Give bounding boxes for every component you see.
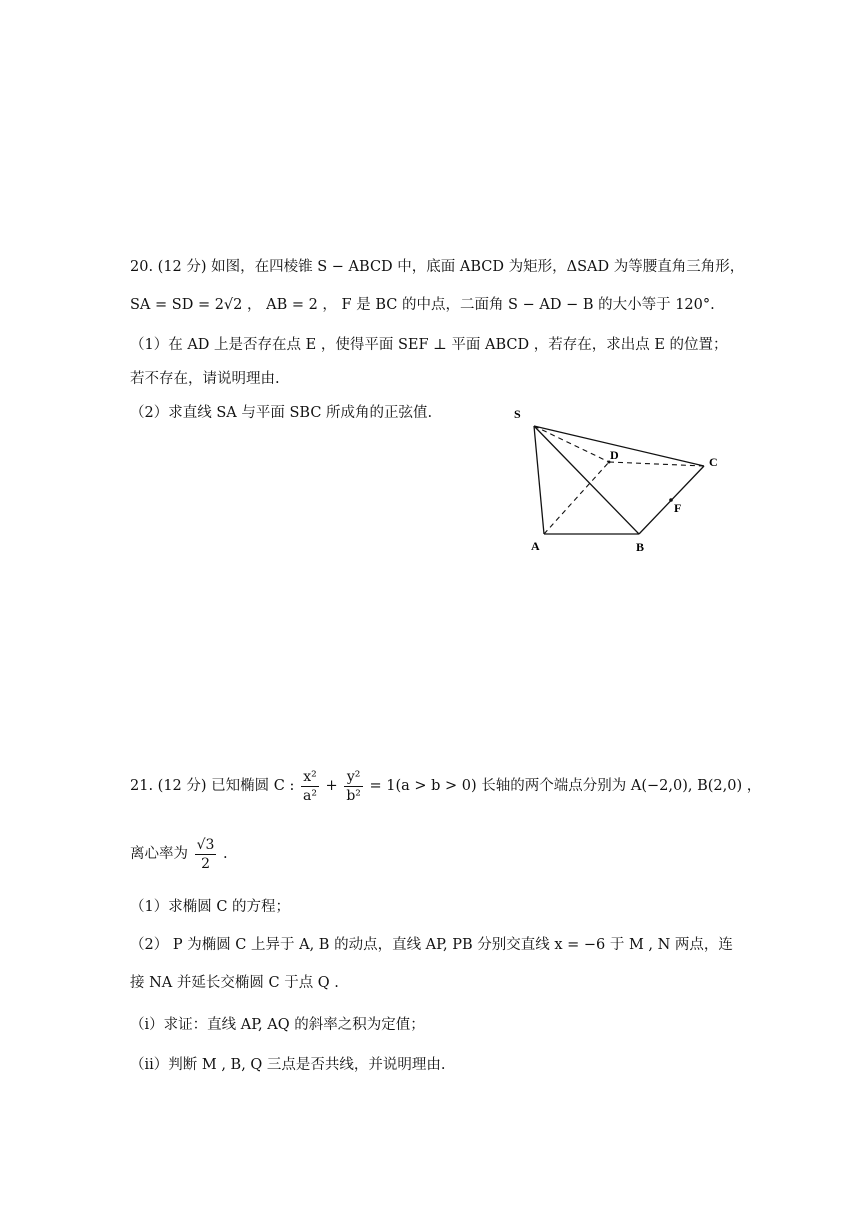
q21-line1-suffix: = 1(a > b > 0) 长轴的两个端点分别为 A(−2,0), B(2,0) ， bbox=[369, 778, 762, 794]
q21-part2-line-1: （2） P 为椭圆 C 上异于 A, B 的动点，直线 AP, PB 分别交直线 x = −6 于 M , N 两点，连 bbox=[130, 937, 733, 953]
pyramid-figure bbox=[508, 400, 738, 560]
q21-line2-suffix: . bbox=[223, 846, 228, 862]
q20-part1-line-1: （1）在 AD 上是否存在点 E ，使得平面 SEF ⊥ 平面 ABCD ，若存在，求出点 E 的位置； bbox=[130, 337, 728, 353]
ecc-denominator: 2 bbox=[201, 855, 210, 872]
q20-part2: （2）求直线 SA 与平面 SBC 所成角的正弦值. bbox=[130, 405, 433, 421]
q21-line-1 bbox=[130, 766, 761, 806]
label-B: B bbox=[636, 540, 645, 554]
fraction-x2-a2 bbox=[301, 768, 319, 805]
label-C: C bbox=[709, 455, 718, 469]
label-S: S bbox=[514, 407, 521, 421]
label-A: A bbox=[531, 539, 540, 553]
q20-line-2: SA = SD = 2√2 ， AB = 2 ， F 是 BC 的中点，二面角 S − AD − B 的大小等于 120°. bbox=[130, 297, 715, 313]
edge-AD bbox=[544, 462, 609, 534]
point-F bbox=[669, 498, 673, 502]
q21-part1: （1）求椭圆 C 的方程； bbox=[130, 899, 291, 915]
q21-line1-prefix: 21. (12 分) 已知椭圆 C : bbox=[130, 778, 295, 794]
label-F: F bbox=[674, 501, 682, 515]
edge-SC bbox=[534, 426, 704, 466]
label-D: D bbox=[610, 448, 619, 462]
ecc-numerator: √3 bbox=[196, 836, 215, 853]
fraction-y2-b2 bbox=[344, 768, 363, 805]
edge-SB bbox=[534, 426, 639, 534]
frac1-numerator: x² bbox=[301, 768, 319, 787]
edge-SA bbox=[534, 426, 544, 534]
edge-SD bbox=[534, 426, 609, 462]
plus-sign: + bbox=[325, 778, 338, 794]
q20-line-1: 20. (12 分) 如图，在四棱锥 S − ABCD 中，底面 ABCD 为矩形，ΔSAD 为等腰直角三角形， bbox=[130, 259, 745, 275]
q20-part1-line-2: 若不存在，请说明理由. bbox=[130, 371, 280, 387]
q21-part2-ii: （ⅱ）判断 M , B, Q 三点是否共线，并说明理由. bbox=[130, 1057, 446, 1073]
q21-part2-line-2: 接 NA 并延长交椭圆 C 于点 Q . bbox=[130, 975, 339, 991]
frac2-denominator: b² bbox=[346, 787, 361, 804]
q21-part2-i: （ⅰ）求证：直线 AP, AQ 的斜率之积为定值； bbox=[130, 1017, 425, 1033]
q21-line-2 bbox=[130, 834, 228, 874]
frac2-numerator: y² bbox=[344, 768, 363, 787]
frac1-denominator: a² bbox=[302, 787, 317, 804]
fraction-eccentricity bbox=[195, 836, 217, 873]
q21-line2-prefix: 离心率为 bbox=[130, 846, 188, 862]
